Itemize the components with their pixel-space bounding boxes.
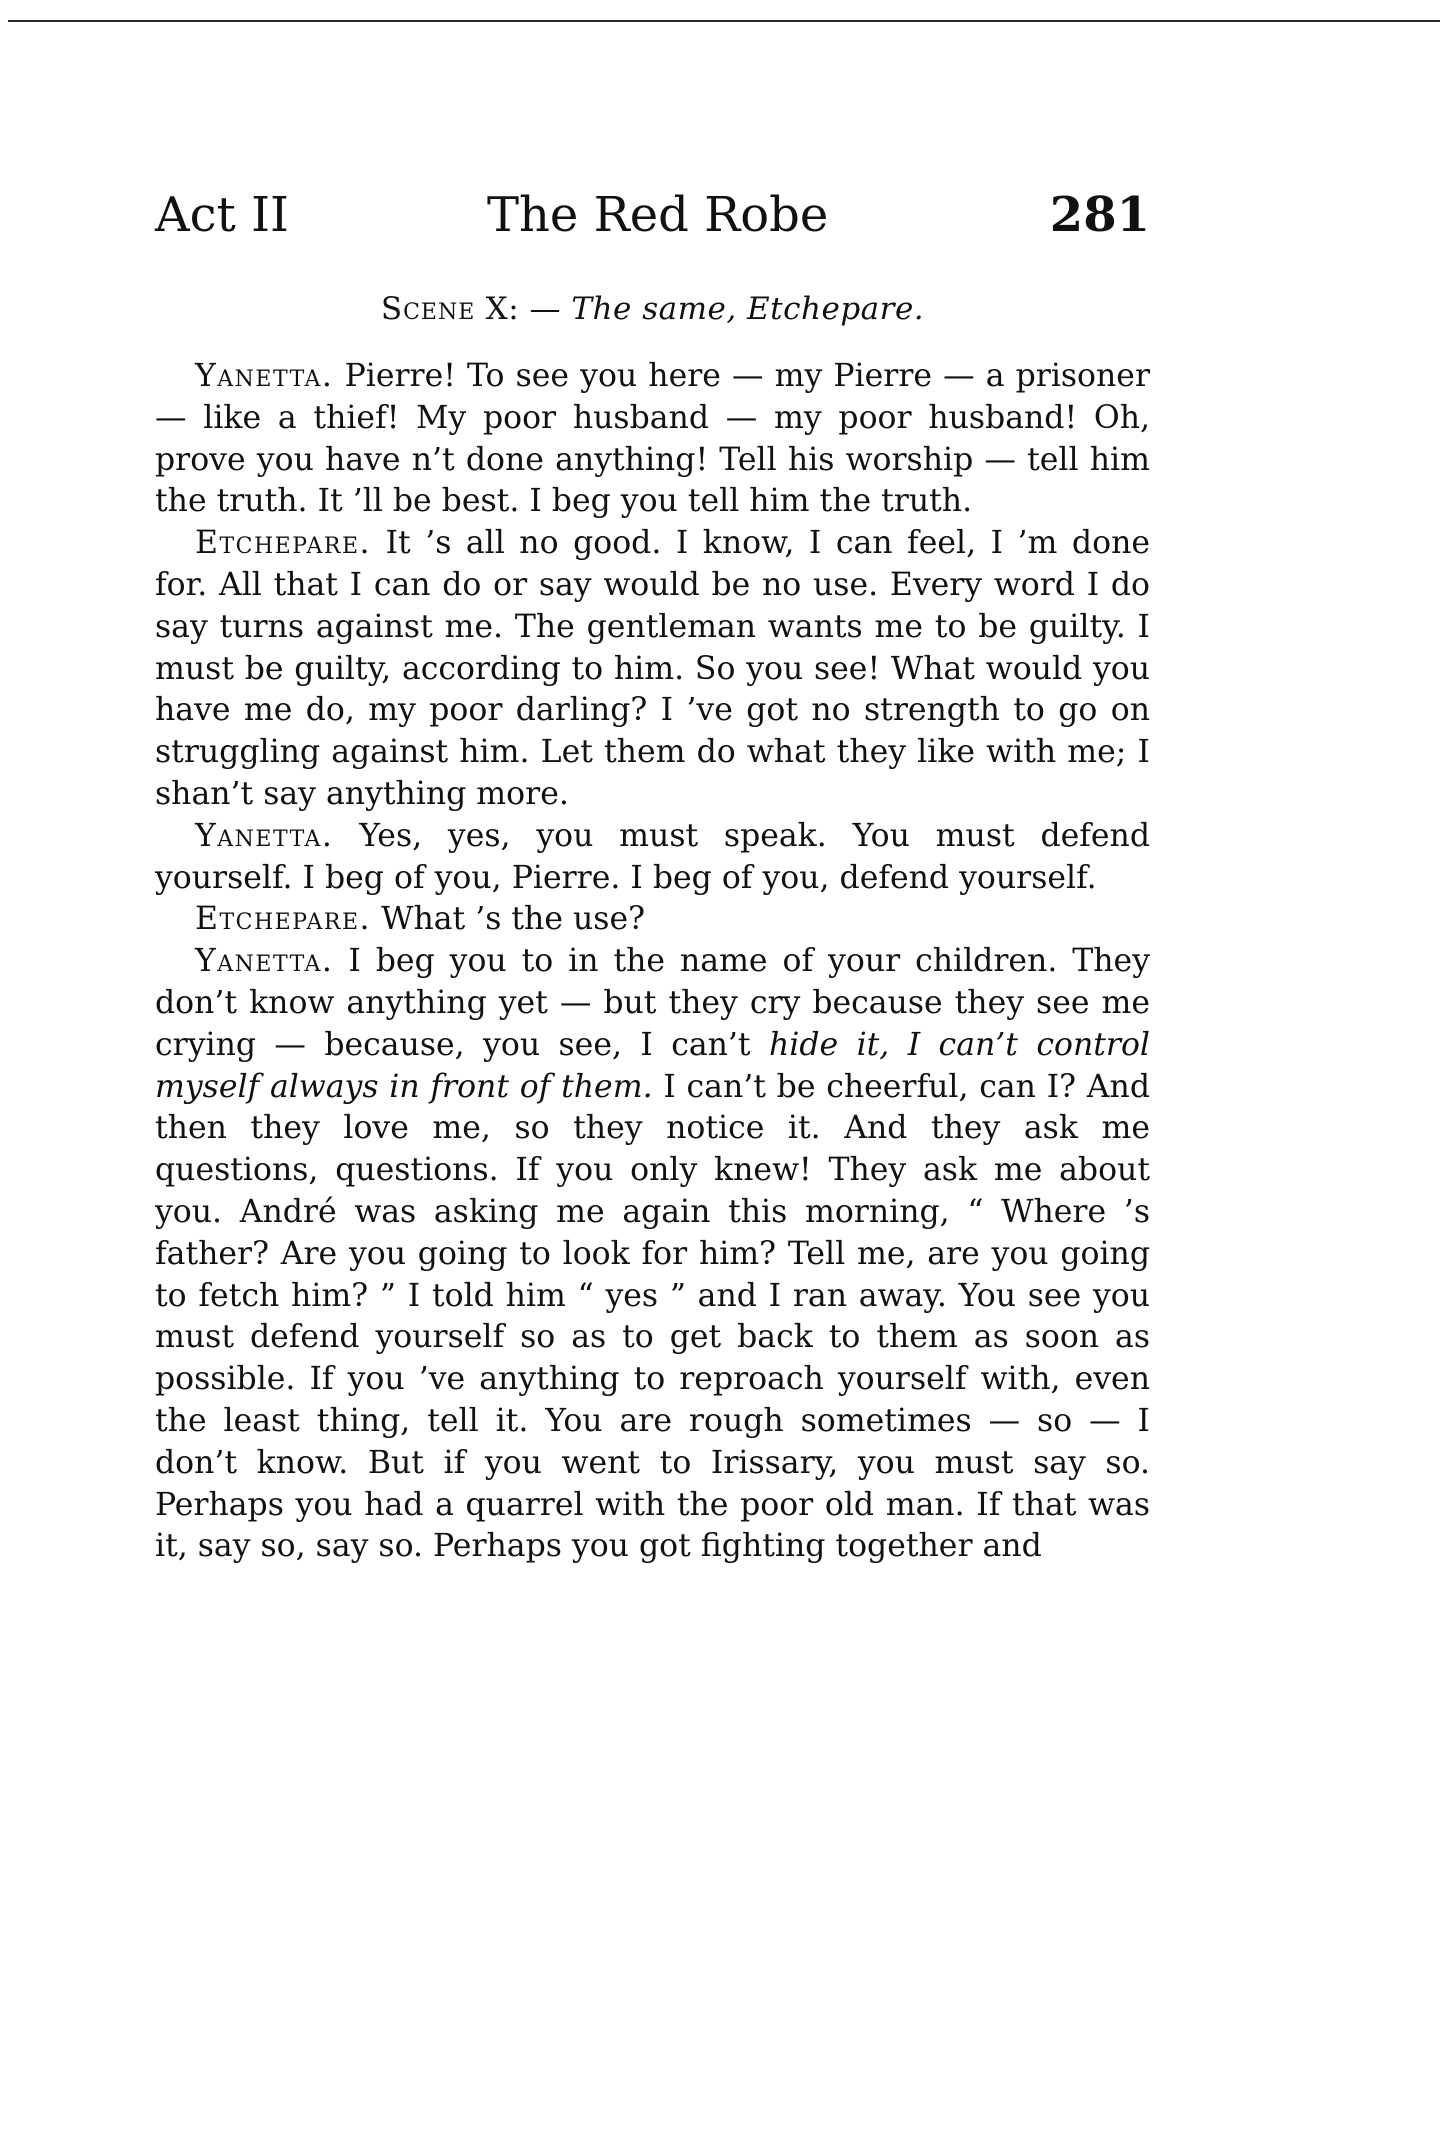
speaker-name: Yanetta.: [195, 943, 334, 980]
dialogue-paragraph: [155, 356, 1150, 523]
dialogue-text: Pierre! To see you here — my Pierre — a prisoner — like a thief! My poor husband — my poor husband! Oh, prove you have n’t done anything! Tell his worship — tell him the truth. It ’ll be best. I beg you tell him the truth.: [155, 358, 1151, 520]
act-label: Act II: [155, 187, 290, 243]
scene-number: X: —: [485, 291, 562, 327]
speaker-name: Yanetta.: [195, 358, 334, 394]
dialogue-text: I can’t be cheerful, can I? And then they love me, so they notice it. And they ask me questions, questions. If you only knew! They ask me about you. André was asking me again this morning, “ Where ’s father? Are you going to look for him? Tell me, are you going to fetch him? ” I told him “ yes ” and I ran away. You see you must defend yourself so as to get back to them as soon as possible. If you ’ve anything to reproach yourself with, even the least thing, tell it. You are rough sometimes — so — I don’t know. But if you went to Irissary, you must say so. Perhaps you had a quarrel with the poor old man. If that was it, say so, say so. Perhaps you got fighting together and: [155, 1068, 1150, 1565]
dialogue-paragraph: [155, 816, 1150, 900]
speaker-name: Yanetta.: [195, 817, 334, 854]
running-header: [155, 185, 1150, 245]
top-rule: [8, 20, 1440, 22]
dialogue-body: [155, 356, 1150, 1568]
scene-description: The same, Etchepare.: [571, 291, 925, 327]
book-title: The Red Robe: [487, 187, 829, 243]
scene-heading: [155, 288, 1150, 330]
page-number: 281: [1049, 187, 1150, 243]
speaker-name: Etchepare.: [195, 901, 372, 938]
scene-label: Scene: [380, 291, 476, 327]
dialogue-text: It ’s all no good. I know, I can feel, I ’m done for. All that I can do or say would be no use. Every word I do say turns against me. The gentleman wants me to be guilty. I must be guilty, according to him. So you see! What would you have me do, my poor darling? I ’ve got no strength to go on struggling against him. Let them do what they like with me; I shan’t say anything more.: [155, 525, 1150, 812]
speaker-name: Etchepare.: [195, 525, 372, 562]
dialogue-text: Yes, yes, you must speak. You must defend yourself. I beg of you, Pierre. I beg of you, defend yourself.: [155, 817, 1151, 896]
dialogue-text: What ’s the use?: [381, 901, 645, 938]
dialogue-paragraph: [155, 941, 1150, 1568]
dialogue-paragraph: [155, 523, 1150, 816]
dialogue-text: I beg you to in the name of your children. They don’t know anything yet — but they cry because they see me crying — because, you see, I can’t: [155, 943, 1150, 1063]
dialogue-paragraph: [155, 899, 1150, 941]
dialogue-italic-text: hide it, I can’t control myself always in front of them.: [155, 1026, 1150, 1105]
